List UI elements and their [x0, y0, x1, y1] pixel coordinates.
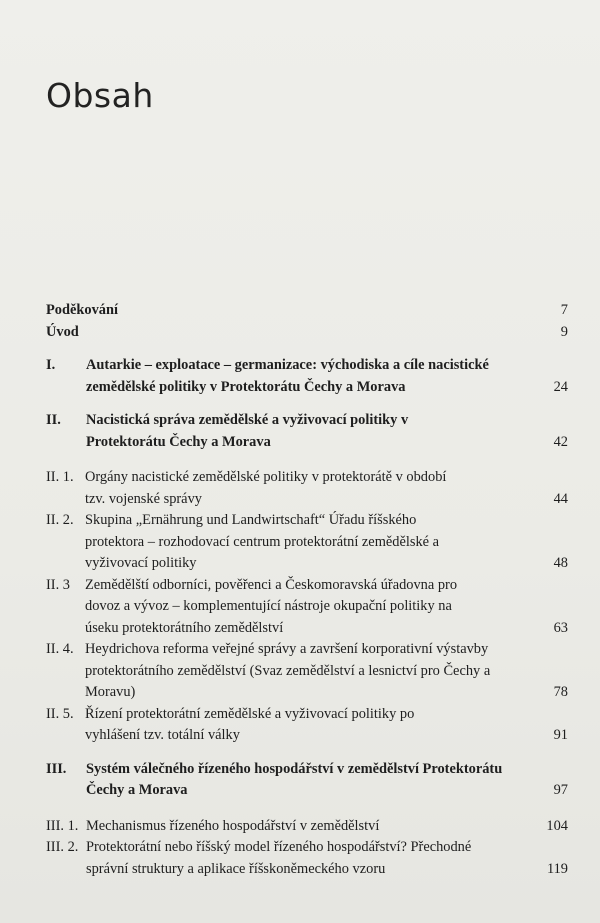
section-number: III. 1.: [46, 817, 79, 834]
section-number: II. 2.: [46, 512, 74, 528]
toc-section-2-2: [46, 510, 568, 575]
section-page: 78: [553, 684, 568, 700]
section-title: Mechanismus řízeného hospodářství v zemědělství: [86, 817, 380, 834]
chapter-title: Autarkie – exploatace – germanizace: východiska a cíle nacistické zemědělské politiky v Protektorátu Čechy a Morava: [86, 357, 489, 395]
chapter-number: III.: [46, 760, 67, 777]
toc-entry-title: Poděkování: [46, 302, 118, 318]
toc-section-3-2: [46, 837, 568, 880]
section-page: 44: [553, 490, 568, 507]
section-title: Orgány nacistické zemědělské politiky v protektorátě v období tzv. vojenské správy: [85, 469, 447, 507]
chapter-title: Systém válečného řízeného hospodářství v zemědělství Protektorátu Čechy a Morava: [86, 760, 503, 798]
section-number: III. 2.: [46, 839, 79, 855]
toc-entry-acknowledgements: [46, 300, 568, 322]
chapter-page: 97: [553, 782, 568, 798]
section-page: 91: [553, 727, 568, 743]
toc-section-3-1: [46, 816, 568, 838]
toc-chapter-1: [46, 355, 568, 398]
section-page: 104: [546, 817, 568, 834]
section-title: Zemědělští odborníci, pověřenci a Českomoravská úřadovna pro dovoz a vývoz – komplementující nástroje okupační politiky na úseku protektorátního zemědělství: [85, 576, 458, 636]
page-title: Obsah: [46, 76, 154, 116]
toc-section-2-4: [46, 639, 568, 704]
toc-entry-page: 9: [560, 323, 568, 340]
toc-entry-title: Úvod: [46, 323, 79, 340]
section-title: Skupina „Ernährung und Landwirtschaft“ Úřadu říšského protektora – rozhodovací centrum protektorátní zemědělské a vyživovací politiky: [85, 512, 440, 571]
section-title: Řízení protektorátní zemědělské a vyživovací politiky po vyhlášení tzv. totální války: [85, 705, 415, 743]
section-title: Heydrichova reforma veřejné správy a završení korporativní výstavby protektorátního zemědělství (Svaz zemědělství a lesnictví pro Čechy a Moravu): [85, 641, 491, 700]
table-of-contents: [46, 300, 568, 880]
section-number: II. 5.: [46, 705, 74, 722]
toc-entry-introduction: [46, 322, 568, 344]
toc-section-2-3: [46, 575, 568, 640]
toc-chapter-3: [46, 759, 568, 802]
section-title: Protektorátní nebo říšský model řízeného hospodářství? Přechodné správní struktury a aplikace říšskoněmeckého vzoru: [86, 839, 472, 877]
section-number: II. 4.: [46, 641, 74, 657]
toc-section-2-1: [46, 467, 568, 510]
section-number: II. 1.: [46, 469, 74, 485]
chapter-title: Nacistická správa zemědělské a vyživovací politiky v Protektorátu Čechy a Morava: [86, 412, 409, 450]
toc-chapter-2: [46, 410, 568, 453]
toc-section-2-5: [46, 704, 568, 747]
section-page: 63: [553, 619, 568, 636]
section-number: II. 3: [46, 576, 70, 593]
section-page: 119: [546, 860, 568, 877]
section-page: 48: [553, 555, 568, 571]
toc-entry-page: 7: [560, 302, 568, 318]
chapter-page: 24: [553, 378, 568, 395]
chapter-page: 42: [553, 433, 568, 450]
chapter-number: II.: [46, 412, 61, 428]
chapter-number: I.: [46, 357, 56, 373]
